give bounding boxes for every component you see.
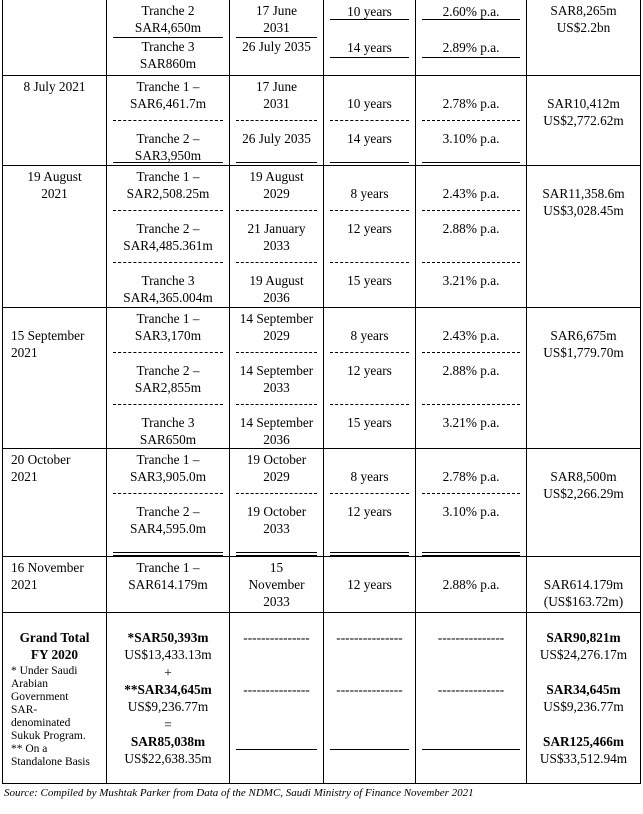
tenor: 10 years xyxy=(347,96,392,111)
maturity-date: 26 July 2035 xyxy=(242,131,311,146)
issue-date: 15 September xyxy=(11,328,85,343)
footnote-line: denominated xyxy=(11,717,71,729)
date-cell xyxy=(3,0,106,75)
maturity-date: 2036 xyxy=(263,432,290,447)
tranche-label: Tranche 3 xyxy=(141,415,195,430)
maturity-date: 2031 xyxy=(263,96,290,111)
rate: 3.10% p.a. xyxy=(442,131,500,146)
tranche-label: Tranche 1 – xyxy=(136,560,200,575)
maturity-date: 2033 xyxy=(263,521,290,536)
issue-date: 19 August xyxy=(27,169,82,184)
total-sar: SAR10,412m xyxy=(547,96,620,111)
equals-sign: = xyxy=(164,717,172,732)
total-sar: SAR8,500m xyxy=(550,469,617,484)
total-usd: US$24,276.17m xyxy=(539,647,628,662)
grand-total-amounts-cell xyxy=(107,613,229,783)
total-cell xyxy=(527,308,640,448)
dash-placeholder: --------------- xyxy=(243,682,310,697)
tenor-cell xyxy=(324,76,415,165)
rate: 3.21% p.a. xyxy=(442,273,500,288)
tranche-label: Tranche 1 – xyxy=(136,79,200,94)
date-cell xyxy=(3,557,106,612)
tranche-label: Tranche 2 – xyxy=(136,131,200,146)
sukuk-program-sar: *SAR50,393m xyxy=(127,630,209,645)
issue-date: 20 October xyxy=(11,452,71,467)
maturity-date: 2033 xyxy=(263,594,290,609)
tenor: 14 years xyxy=(347,131,392,146)
tenor: 15 years xyxy=(347,415,392,430)
grand-total-label-cell xyxy=(3,613,106,783)
tranche-amount: SAR3,170m xyxy=(134,328,202,343)
total-usd: US$2,772.62m xyxy=(543,113,624,128)
total-sar: SAR11,358.6m xyxy=(542,186,625,201)
rate: 2.60% p.a. xyxy=(442,4,500,19)
tranche-amount: SAR2,508.25m xyxy=(126,186,210,201)
maturity-date: 2031 xyxy=(263,20,290,35)
tenor: 12 years xyxy=(347,363,392,378)
rate-cell xyxy=(416,449,526,556)
empty-rate-cell xyxy=(416,613,526,783)
tranche-cell xyxy=(107,449,229,556)
tranche-amount: SAR4,595.0m xyxy=(129,521,207,536)
total-sar: SAR6,675m xyxy=(550,328,617,343)
grand-total-totals-cell xyxy=(527,613,640,783)
tranche-cell xyxy=(107,308,229,448)
tranche-label: Tranche 2 – xyxy=(136,363,200,378)
tenor-cell xyxy=(324,557,415,612)
table-row xyxy=(3,307,640,448)
grand-total-row xyxy=(3,612,640,783)
maturity-cell xyxy=(230,76,323,165)
footnote-line: * Under Saudi xyxy=(11,665,78,677)
plus-sign: + xyxy=(164,665,172,680)
total-cell xyxy=(527,76,640,165)
tranche-amount: SAR4,650m xyxy=(134,20,202,35)
maturity-date: 17 June xyxy=(256,79,297,94)
total-usd: (US$163.72m) xyxy=(543,594,624,609)
maturity-date: 15 xyxy=(269,560,284,575)
standalone-sar: **SAR34,645m xyxy=(124,682,212,697)
tranche-amount: SAR860m xyxy=(139,56,197,71)
tranche-label: Tranche 2 – xyxy=(136,504,200,519)
tenor: 15 years xyxy=(347,273,392,288)
maturity-date: 19 August xyxy=(249,273,304,288)
maturity-date: 17 June xyxy=(256,3,297,18)
maturity-date: 2029 xyxy=(263,328,290,343)
date-cell xyxy=(3,308,106,448)
maturity-date: 19 October xyxy=(246,452,307,467)
tenor: 14 years xyxy=(347,40,392,55)
table-row xyxy=(3,0,640,75)
maturity-date: 2029 xyxy=(263,469,290,484)
rate-cell xyxy=(416,76,526,165)
tranche-cell xyxy=(107,166,229,307)
footnote-line: Sukuk Program. xyxy=(11,730,86,742)
maturity-date: 19 October xyxy=(246,504,307,519)
table-row xyxy=(3,556,640,612)
total-sar: SAR8,265m xyxy=(550,3,617,18)
tenor: 8 years xyxy=(350,469,389,484)
total-sar: SAR90,821m xyxy=(546,630,621,645)
maturity-cell xyxy=(230,557,323,612)
empty-tenor-cell xyxy=(324,613,415,783)
maturity-date: 2029 xyxy=(263,186,290,201)
tranche-label: Tranche 3 xyxy=(141,273,195,288)
maturity-date: 19 August xyxy=(249,169,304,184)
combined-sar: SAR85,038m xyxy=(130,734,206,749)
tranche-amount: SAR6,461.7m xyxy=(129,96,207,111)
maturity-cell xyxy=(230,449,323,556)
dash-placeholder: --------------- xyxy=(437,630,505,645)
maturity-date: 2033 xyxy=(263,380,290,395)
maturity-cell xyxy=(230,0,323,75)
footnote-line: Government xyxy=(11,691,69,703)
issue-date: 2021 xyxy=(11,469,38,484)
dash-placeholder: --------------- xyxy=(336,630,403,645)
combined-usd: US$22,638.35m xyxy=(124,751,212,766)
table-row xyxy=(3,448,640,556)
dash-placeholder: --------------- xyxy=(437,682,505,697)
tranche-cell xyxy=(107,557,229,612)
tenor: 12 years xyxy=(347,577,392,592)
source-caption: Source: Compiled by Mushtak Parker from Data of the NDMC, Saudi Ministry of Finance November 2021 xyxy=(4,787,474,799)
total-usd: US$9,236.77m xyxy=(543,699,624,714)
tranche-label: Tranche 2 – xyxy=(136,221,200,236)
issue-date: 16 November xyxy=(11,560,84,575)
maturity-date: 14 September xyxy=(239,311,314,326)
maturity-date: 14 September xyxy=(239,415,314,430)
tranche-label: Tranche 1 – xyxy=(136,452,200,467)
tenor: 10 years xyxy=(347,4,392,19)
tenor: 12 years xyxy=(347,504,392,519)
footnote-line: Arabian xyxy=(11,678,49,690)
grand-total-year: FY 2020 xyxy=(30,647,79,662)
tranche-amount: SAR614.179m xyxy=(128,577,208,592)
tenor: 8 years xyxy=(350,186,389,201)
footnote-line: Standalone Basis xyxy=(11,756,90,768)
total-usd: US$1,779.70m xyxy=(543,345,624,360)
rate: 2.43% p.a. xyxy=(442,328,500,343)
date-cell xyxy=(3,166,106,307)
tranche-label: Tranche 3 xyxy=(141,39,195,54)
tranche-amount: SAR650m xyxy=(139,432,197,447)
grand-total-title: Grand Total xyxy=(19,630,90,645)
tenor-cell xyxy=(324,308,415,448)
maturity-date: 2036 xyxy=(263,290,290,305)
maturity-date: 21 January xyxy=(247,221,306,236)
tranche-amount: SAR3,905.0m xyxy=(129,469,207,484)
tranche-label: Tranche 1 – xyxy=(136,169,200,184)
rate-cell xyxy=(416,0,526,75)
tranche-cell xyxy=(107,0,229,75)
rate: 2.78% p.a. xyxy=(442,96,500,111)
maturity-date: 26 July 2035 xyxy=(242,39,311,54)
maturity-date: November xyxy=(248,577,305,592)
tranche-amount: SAR4,485.361m xyxy=(123,238,213,253)
rate-cell xyxy=(416,557,526,612)
total-sar: SAR614.179m xyxy=(543,577,624,592)
maturity-cell xyxy=(230,166,323,307)
total-usd: US$3,028.45m xyxy=(543,203,624,218)
rate: 2.88% p.a. xyxy=(442,363,500,378)
rate: 2.88% p.a. xyxy=(442,577,500,592)
issue-date: 2021 xyxy=(11,577,38,592)
rate: 2.89% p.a. xyxy=(442,40,500,55)
tenor-cell xyxy=(324,166,415,307)
tranche-label: Tranche 1 – xyxy=(136,311,200,326)
tranche-label: Tranche 2 xyxy=(141,3,195,18)
maturity-date: 14 September xyxy=(239,363,314,378)
total-cell xyxy=(527,166,640,307)
total-usd: US$33,512.94m xyxy=(539,751,628,766)
rate-cell xyxy=(416,308,526,448)
total-sar: SAR125,466m xyxy=(543,734,624,749)
tranche-cell xyxy=(107,76,229,165)
footnote-line: SAR- xyxy=(11,704,38,716)
rate: 2.43% p.a. xyxy=(442,186,500,201)
maturity-date: 2033 xyxy=(263,238,290,253)
tranche-amount: SAR2,855m xyxy=(134,380,202,395)
table-row xyxy=(3,75,640,165)
dash-placeholder: --------------- xyxy=(336,682,403,697)
total-usd: US$2,266.29m xyxy=(543,486,624,501)
rate: 2.88% p.a. xyxy=(442,221,500,236)
tenor: 8 years xyxy=(350,328,389,343)
sukuk-issuance-table xyxy=(2,0,641,784)
rate: 3.21% p.a. xyxy=(442,415,500,430)
issue-date: 8 July 2021 xyxy=(23,79,86,94)
tranche-amount: SAR3,950m xyxy=(134,148,202,163)
total-cell xyxy=(527,449,640,556)
rate-cell xyxy=(416,166,526,307)
rate: 2.78% p.a. xyxy=(442,469,500,484)
dash-placeholder: --------------- xyxy=(243,630,310,645)
tranche-amount: SAR4,365.004m xyxy=(123,290,213,305)
total-cell xyxy=(527,0,640,75)
date-cell xyxy=(3,449,106,556)
total-cell xyxy=(527,557,640,612)
sukuk-program-usd: US$13,433.13m xyxy=(124,647,212,662)
total-sar: SAR34,645m xyxy=(546,682,621,697)
rate: 3.10% p.a. xyxy=(442,504,500,519)
footnote-line: ** On a xyxy=(11,743,48,755)
tenor: 12 years xyxy=(347,221,392,236)
total-usd: US$2.2bn xyxy=(556,20,611,35)
date-cell xyxy=(3,76,106,165)
issue-date: 2021 xyxy=(41,186,68,201)
issue-date: 2021 xyxy=(11,345,38,360)
table-row xyxy=(3,165,640,307)
maturity-cell xyxy=(230,308,323,448)
tenor-cell xyxy=(324,449,415,556)
standalone-usd: US$9,236.77m xyxy=(127,699,209,714)
tenor-cell xyxy=(324,0,415,75)
empty-maturity-cell xyxy=(230,613,323,783)
